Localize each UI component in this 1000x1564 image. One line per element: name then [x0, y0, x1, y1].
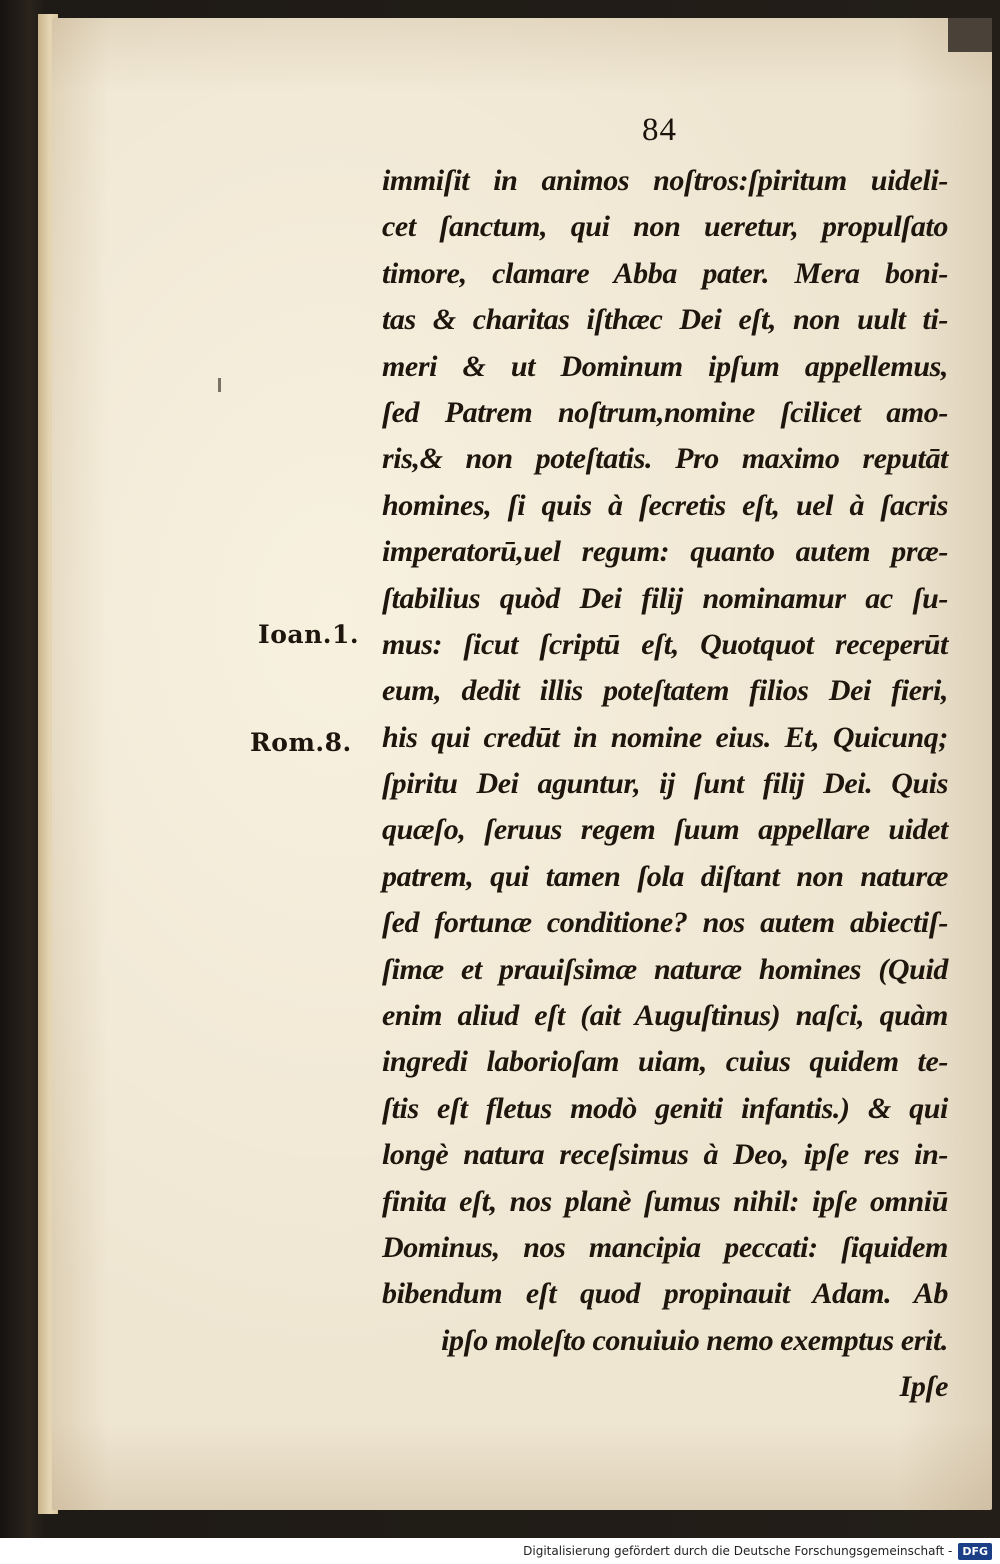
- text-line: timore, clamare Abba pater. Mera boni-: [382, 256, 948, 290]
- text-line: ſtabilius quòd Dei filij nominamur ac ſu-: [382, 581, 948, 615]
- text-line: ſpiritu Dei aguntur, ij ſunt filij Dei. Quis: [382, 767, 948, 801]
- text-line: ris,& non poteſtatis. Pro maximo reputāt: [382, 442, 948, 476]
- page-corner-shadow: [948, 18, 992, 52]
- text-line: ipſo moleſto conuiuio nemo exemptus erit.: [441, 1323, 948, 1357]
- margin-note-ioan: Ioan.1.: [258, 620, 360, 649]
- text-line: his qui credūt in nomine eius. Et, Quicunq;: [382, 720, 948, 754]
- text-line: meri & ut Dominum ipſum appellemus,: [382, 349, 948, 383]
- text-line: bibendum eſt quod propinauit Adam. Ab: [382, 1277, 948, 1311]
- text-line: longè natura receſsimus à Deo, ipſe res in-: [382, 1138, 948, 1172]
- text-line: homines, ſi quis à ſecretis eſt, uel à ſacris: [382, 488, 948, 522]
- catchword: Ipſe: [899, 1370, 948, 1404]
- text-line: finita eſt, nos planè ſumus nihil: ipſe omniū: [382, 1184, 948, 1218]
- text-line: patrem, qui tamen ſola diſtant non naturæ: [382, 859, 948, 893]
- text-line: ſtis eſt fletus modò geniti infantis.) & qui: [382, 1091, 948, 1125]
- dfg-logo-icon: DFG: [958, 1543, 992, 1560]
- text-line: imperatorū,uel regum: quanto autem præ-: [382, 535, 948, 569]
- margin-note-rom: Rom.8.: [250, 728, 352, 757]
- text-line: ſimæ et prauiſsimæ naturæ homines (Quid: [382, 952, 948, 986]
- text-line: mus: ſicut ſcriptū eſt, Quotquot receperūt: [382, 627, 948, 661]
- text-line: Dominus, nos mancipia peccati: ſiquidem: [382, 1230, 948, 1264]
- text-line: cet ſanctum, qui non ueretur, propulſato: [382, 210, 948, 244]
- text-line: ingredi laborioſam uiam, cuius quidem te-: [382, 1045, 948, 1079]
- digitization-footer: [0, 1538, 1000, 1564]
- ink-speck: [218, 378, 221, 392]
- text-line: enim aliud eſt (ait Auguſtinus) naſci, quàm: [382, 999, 948, 1033]
- text-line: eum, dedit illis poteſtatem filios Dei fieri,: [382, 674, 948, 708]
- text-line: quæſo, ſeruus regem ſuum appellare uidet: [382, 813, 948, 847]
- main-text-block: [382, 158, 948, 1411]
- text-line: tas & charitas iſthæc Dei eſt, non uult ti-: [382, 303, 948, 337]
- text-line: immiſit in animos noſtros:ſpiritum uideli-: [382, 164, 948, 197]
- text-line: ſed Patrem noſtrum,nomine ſcilicet amo-: [382, 395, 948, 429]
- footer-text: Digitalisierung gefördert durch die Deutsche Forschungsgemeinschaft -: [523, 1544, 953, 1558]
- text-line: ſed fortunæ conditione? nos autem abiectiſ-: [382, 906, 948, 940]
- page-number: 84: [642, 112, 677, 148]
